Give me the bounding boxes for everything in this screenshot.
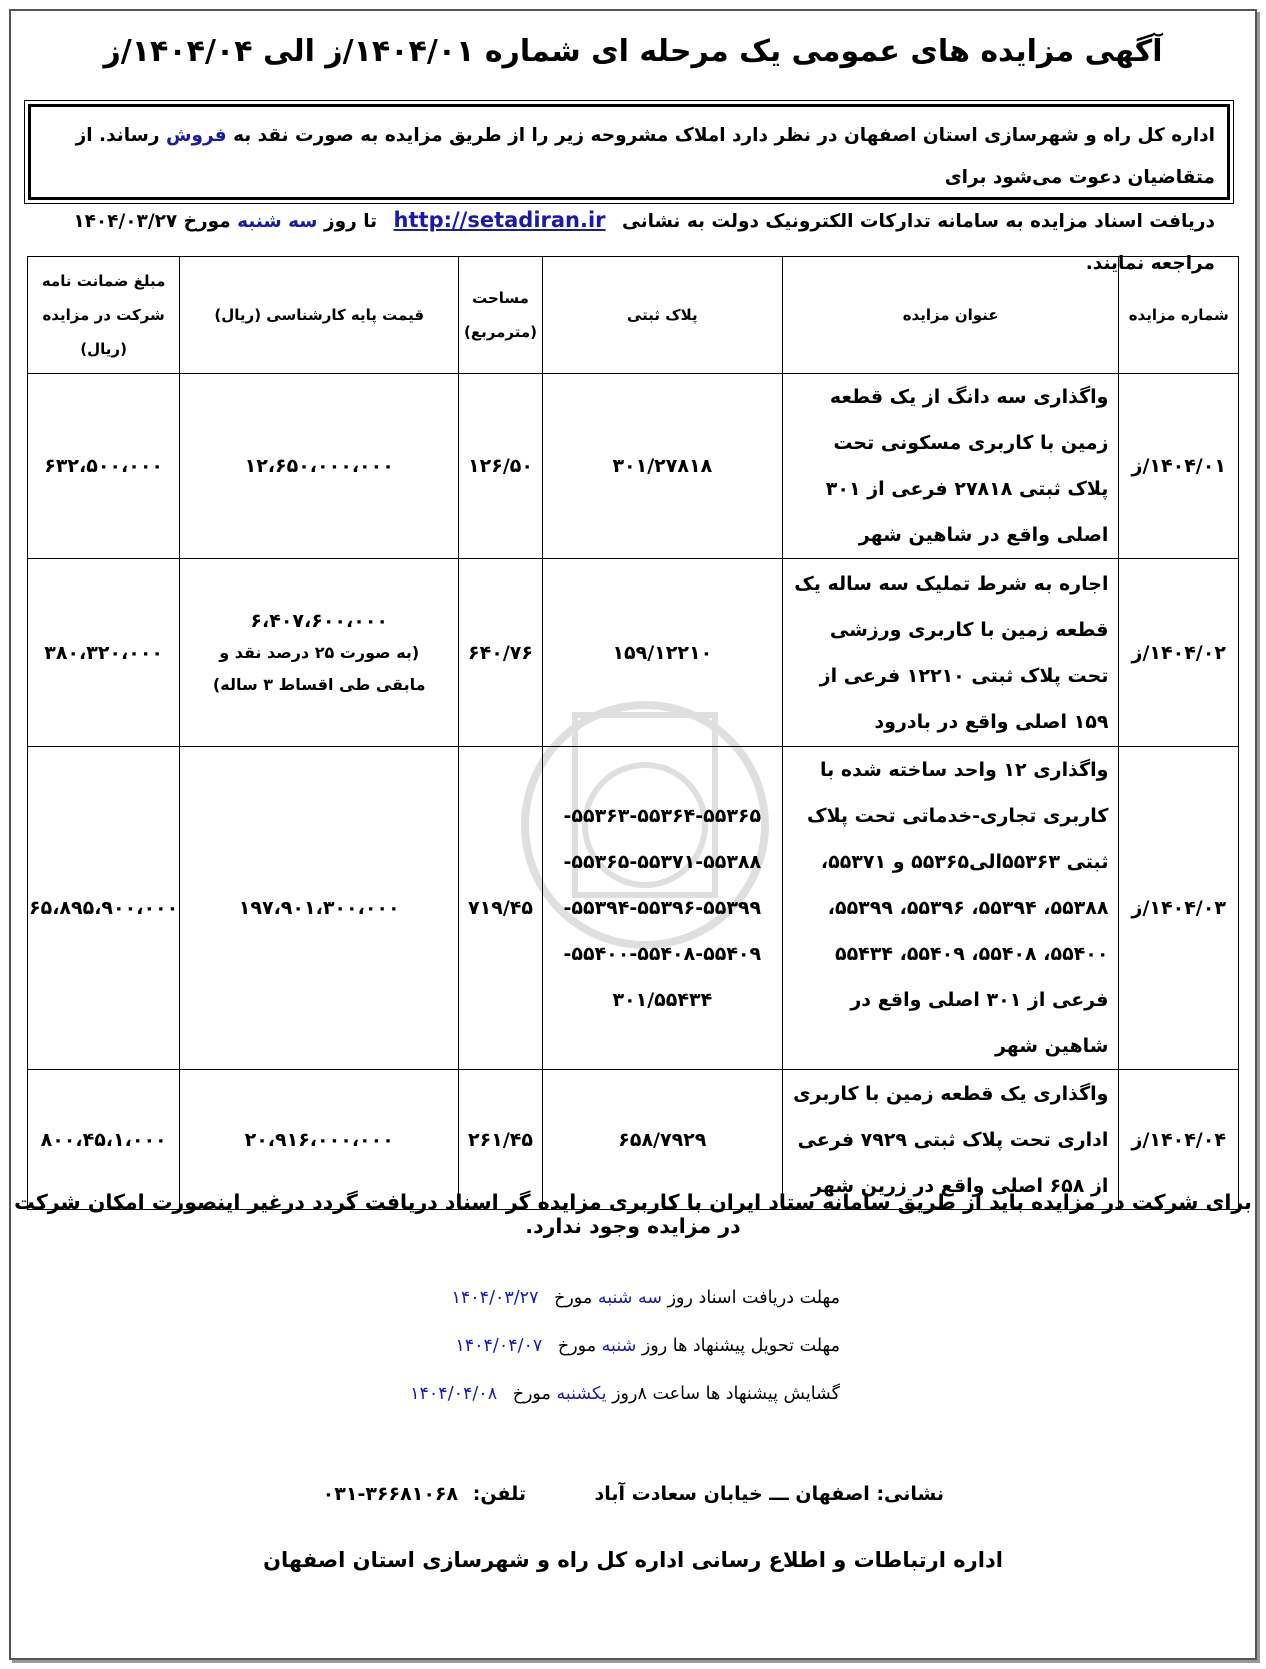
cell-area: ۷۱۹/۴۵ (459, 747, 543, 1070)
intro-text: دریافت اسناد مزایده به سامانه تدارکات الکترونیک دولت به نشانی (622, 211, 1215, 232)
deadline-documents (451, 1288, 840, 1308)
intro-date: ۱۴۰۴/۰۳/۲۷ (73, 211, 178, 232)
cell-price (180, 559, 459, 747)
phone-number: ۰۳۱-۳۶۶۸۱۰۶۸ (322, 1483, 459, 1505)
deadline-mid: مورخ (554, 1288, 593, 1308)
cell-plaque: ۱۵۹/۱۲۲۱۰ (542, 559, 782, 747)
address: نشانی: اصفهان ـــ خیابان سعادت آباد (594, 1483, 944, 1505)
cell-number: ۱۴۰۴/۰۳/ز (1119, 747, 1239, 1070)
cell-plaque: ۳۰۱/۲۷۸۱۸ (542, 374, 782, 559)
table-row (28, 747, 1239, 1070)
cell-title: واگذاری یک قطعه زمین با کاربری اداری تحت پلاک ثبتی ۷۹۲۹ فرعی از ۶۵۸ اصلی واقع در زرین شهر (782, 1070, 1119, 1210)
deadline-date: ۱۴۰۴/۰۴/۰۷ (455, 1336, 543, 1356)
phone-label: تلفن: (472, 1483, 526, 1505)
intro-text: مورخ (183, 211, 231, 232)
cell-plaque: ۵۵۳۶۳-۵۵۳۶۴-۵۵۳۶۵- ۵۵۳۶۵-۵۵۳۷۱-۵۵۳۸۸- ۵۵۳۹۴-۵۵۳۹۶-۵۵۳۹۹- ۵۵۴۰۰-۵۵۴۰۸-۵۵۴۰۹- ۳۰۱/۵۵۴۳۴ (542, 747, 782, 1070)
cell-price: ۱۹۷،۹۰۱،۳۰۰،۰۰۰ (180, 747, 459, 1070)
header-price: قیمت پایه کارشناسی (ریال) (180, 257, 459, 374)
cell-guarantee: ۸۰۰،۴۵،۱،۰۰۰ (28, 1070, 180, 1210)
setadiran-link[interactable]: http://setadiran.ir (393, 208, 606, 232)
deadline-opening (410, 1384, 840, 1404)
deadline-day: یکشنبه (556, 1384, 607, 1404)
cell-price: ۲۰،۹۱۶،۰۰۰،۰۰۰ (180, 1070, 459, 1210)
cell-area: ۲۶۱/۴۵ (459, 1070, 543, 1210)
intro-highlight-sale: فروش (165, 125, 227, 146)
intro-text: مراجعه نمایند. (1085, 253, 1215, 274)
page-title: آگهی مزایده های عمومی یک مرحله ای شماره ۱۴۰۴/۰۱/ز الی ۱۴۰۴/۰۴/ز (103, 34, 1163, 69)
phone-block (323, 1483, 526, 1505)
header-title: عنوان مزایده (782, 257, 1119, 374)
deadline-label: مهلت دریافت اسناد روز (667, 1288, 840, 1308)
deadline-date: ۱۴۰۴/۰۳/۲۷ (451, 1288, 539, 1308)
intro-line-1 (43, 115, 1215, 199)
auction-table (27, 256, 1239, 1210)
table-row (28, 374, 1239, 559)
cell-number: ۱۴۰۴/۰۴/ز (1119, 1070, 1239, 1210)
intro-box (28, 104, 1230, 274)
cell-guarantee: ۶۵،۸۹۵،۹۰۰،۰۰۰ (28, 747, 180, 1070)
intro-text: رساند. از متقاضیان دعوت می‌شود برای (75, 125, 1215, 188)
cell-title: واگذاری سه دانگ از یک قطعه زمین با کاربری مسکونی تحت پلاک ثبتی ۲۷۸۱۸ فرعی از ۳۰۱ اصلی واقع در شاهین شهر (782, 374, 1119, 559)
deadline-mid: مورخ (557, 1336, 597, 1356)
cell-plaque: ۶۵۸/۷۹۲۹ (542, 1070, 782, 1210)
deadline-mid: مورخ (512, 1384, 551, 1404)
cell-area: ۱۲۶/۵۰ (459, 374, 543, 559)
header-plaque: پلاک ثبتی (542, 257, 782, 374)
deadline-label: مهلت تحویل پیشنهاد ها روز (641, 1336, 840, 1356)
cell-number: ۱۴۰۴/۰۲/ز (1119, 559, 1239, 747)
deadline-label: گشایش پیشنهاد ها ساعت ۸روز (612, 1384, 840, 1404)
intro-text: تا روز (323, 211, 378, 232)
price-value: ۶،۴۰۷،۶۰۰،۰۰۰ (250, 609, 389, 632)
cell-number: ۱۴۰۴/۰۱/ز (1119, 374, 1239, 559)
header-number: شماره مزایده (1119, 257, 1239, 374)
cell-price: ۱۲،۶۵۰،۰۰۰،۰۰۰ (180, 374, 459, 559)
intro-highlight-day: سه شنبه (237, 211, 318, 232)
table-header-row (28, 257, 1239, 374)
participation-note: برای شرکت در مزایده باید از طریق سامانه ستاد ایران با کاربری مزایده گر اسناد دریافت گردد درغیر اینصورت امکان شرکت در مزایده وجود ندارد. (14, 1190, 1252, 1238)
header-area: مساحت (مترمربع) (459, 257, 543, 374)
table-row (28, 1070, 1239, 1210)
cell-title: واگذاری ۱۲ واحد ساخته شده با کاربری تجاری-خدماتی تحت پلاک ثبتی ۵۵۳۶۳الی۵۵۳۶۵ و ۵۵۳۷۱، ۵۵۳۸۸، ۵۵۳۹۴، ۵۵۳۹۶، ۵۵۳۹۹، ۵۵۴۰۰، ۵۵۴۰۸، ۵۵۴۰۹، ۵۵۴۳۴ فرعی از ۳۰۱ اصلی واقع در شاهین شهر (782, 747, 1119, 1070)
deadline-day: شنبه (601, 1336, 637, 1356)
cell-title: اجاره به شرط تملیک سه ساله یک قطعه زمین با کاربری ورزشی تحت پلاک ثبتی ۱۲۲۱۰ فرعی از ۱۵۹ اصلی واقع در بادرود (782, 559, 1119, 747)
cell-guarantee: ۶۳۲،۵۰۰،۰۰۰ (28, 374, 180, 559)
deadline-date: ۱۴۰۴/۰۴/۰۸ (410, 1384, 498, 1404)
cell-area: ۶۴۰/۷۶ (459, 559, 543, 747)
footer-department: اداره ارتباطات و اطلاع رسانی اداره کل راه و شهرسازی استان اصفهان (263, 1548, 1003, 1572)
table-row (28, 559, 1239, 747)
deadline-day: سه شنبه (597, 1288, 663, 1308)
cell-guarantee: ۳۸۰،۳۲۰،۰۰۰ (28, 559, 180, 747)
header-guarantee: مبلغ ضمانت نامه شرکت در مزایده (ریال) (28, 257, 180, 374)
deadline-bids (455, 1336, 840, 1356)
intro-text: اداره کل راه و شهرسازی استان اصفهان در نظر دارد املاک مشروحه زیر را از طریق مزایده به صورت نقد به (233, 125, 1215, 146)
price-note: (به صورت ۲۵ درصد نقد و مابقی طی اقساط ۳ ساله) (212, 642, 426, 694)
